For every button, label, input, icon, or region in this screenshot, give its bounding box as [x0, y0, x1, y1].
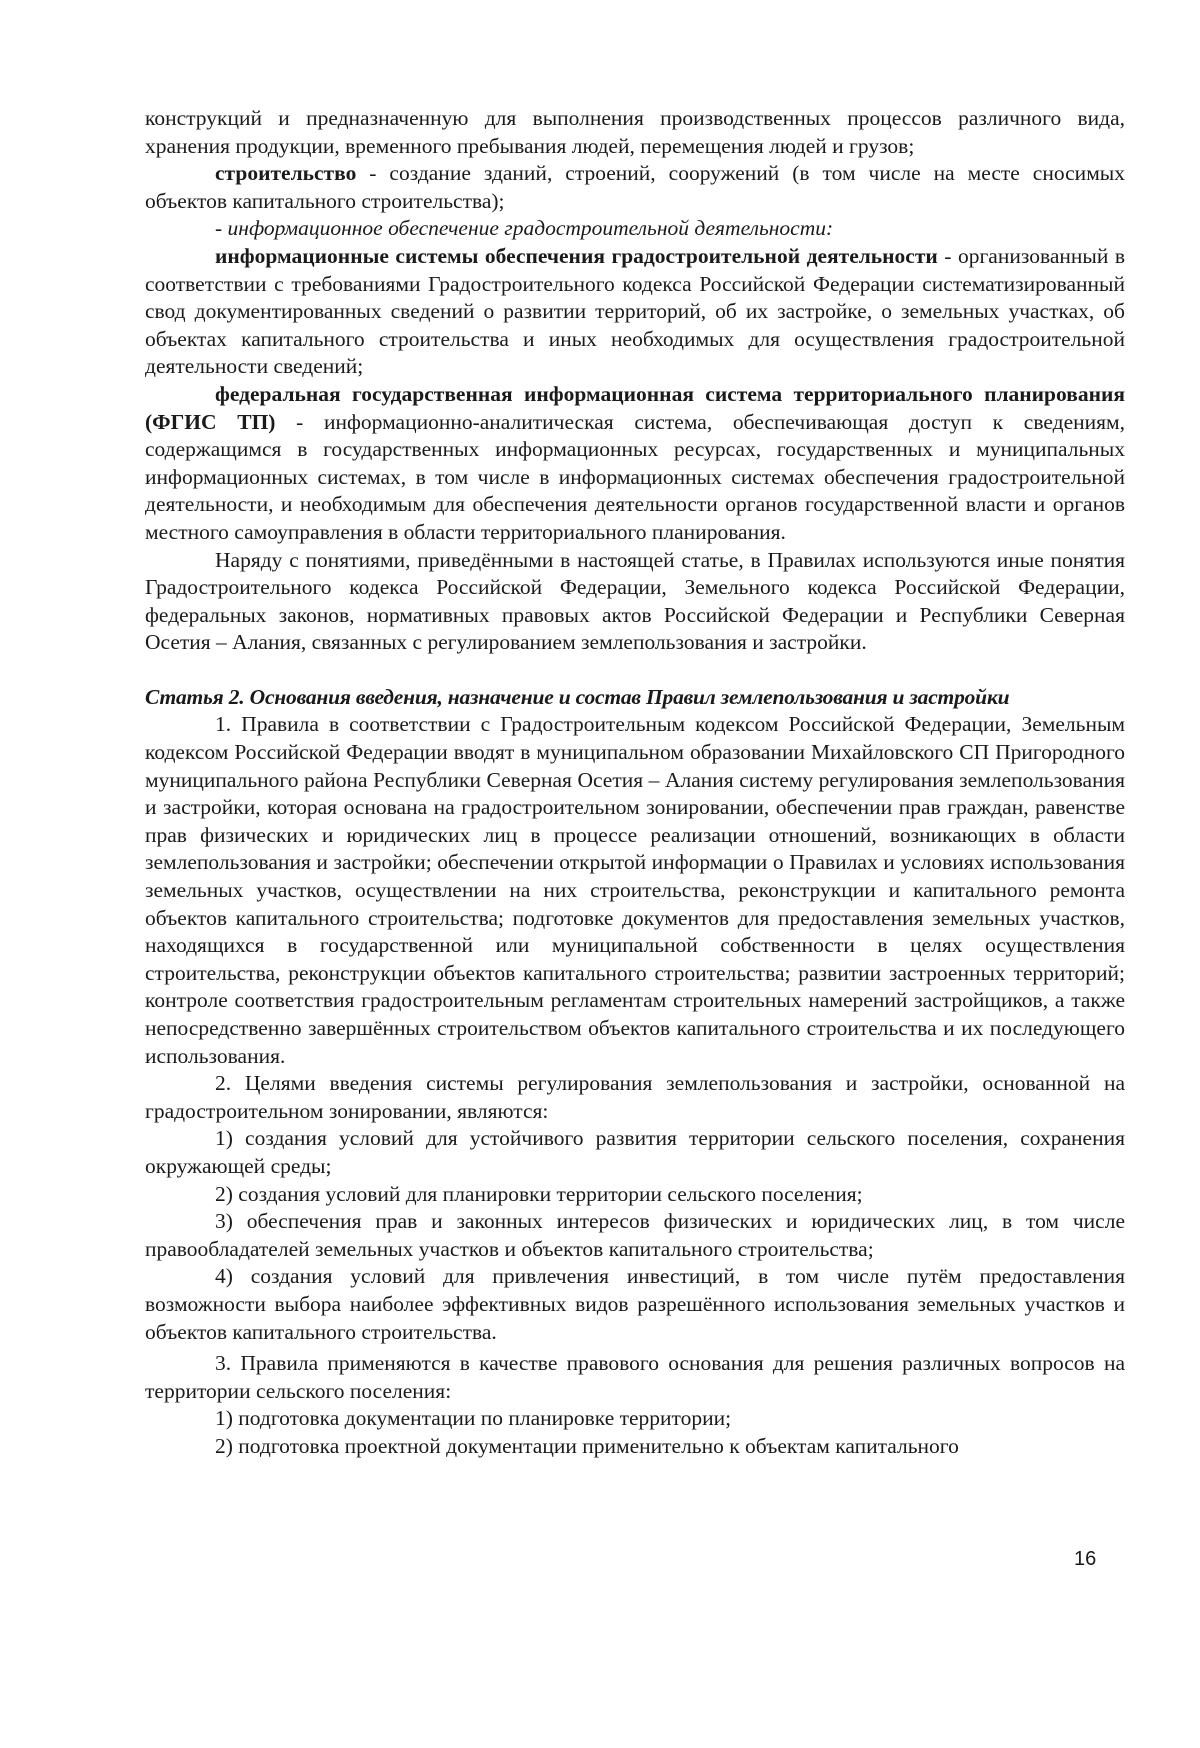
list-item: 2) создания условий для планировки территории сельского поселения; — [215, 1181, 863, 1206]
list-item: 2) подготовка проектной документации применительно к объектам капитального — [215, 1433, 959, 1458]
subsection-label: - информационное обеспечение градостроительной деятельности: — [215, 216, 834, 241]
definition-paragraph — [145, 243, 1125, 381]
list-item: 3) обеспечения прав и законных интересов физических и юридических лиц, в том числе правообладателей земельных участков и объектов капитального строительства; — [145, 1209, 1125, 1261]
definition-paragraph — [145, 381, 1125, 547]
paragraph: 2. Целями введения системы регулирования землепользования и застройки, основанной на градостроительном зонировании, являются: — [145, 1071, 1125, 1123]
list-item: 1) подготовка документации по планировке территории; — [215, 1406, 732, 1431]
list-item: 1) создания условий для устойчивого развития территории сельского поселения, сохранения окружающей среды; — [145, 1126, 1125, 1178]
list-item: 4) создания условий для привлечения инвестиций, в том числе путём предоставления возможности выбора наиболее эффективных видов разрешённого использования земельных участков и объектов капитального строительства. — [145, 1264, 1125, 1344]
page-number: 16 — [1074, 1548, 1097, 1570]
definition-paragraph — [145, 160, 1125, 215]
defined-term: федеральная государственная информационная система территориального планирования (ФГИС ТП) — [145, 381, 1125, 434]
defined-term: строительство — [215, 161, 357, 186]
paragraph: 1. Правила в соответствии с Градостроительным кодексом Российской Федерации, Земельным кодексом Российской Федерации вводят в муниципальном образовании Михайловского СП Пригородного муниципального района Республики Северная Осетия – Алания систему регулирования землепользования и застройки, которая основана на градостроительном зонировании, обеспечении прав граждан, равенстве прав физических и юридических лиц в процессе реализации отношений, возникающих в области землепользования и застройки; обеспечении открытой информации о Правилах и условиях использования земельных участков, осуществлении на них строительства, реконструкции и капитального ремонта объектов капитального строительства; подготовке документов для предоставления земельных участков, находящихся в государственной или муниципальной собственности в целях осуществления строительства, реконструкции объектов капитального строительства; развитии застроенных территорий; контроле соответствия градостроительным регламентам строительных намерений застройщиков, а также непосредственно завершённых строительством объектов капитального строительства и их последующего использования. — [145, 712, 1125, 1068]
definition-text: - организованный в соответствии с требованиями Градостроительного кодекса Российской Федерации систематизированный свод документированных сведений о развитии территорий, об их застройке, о земельных участках, об объектах капитального строительства и иных необходимых для осуществления градостроительной деятельности сведений; — [145, 243, 1125, 379]
definition-text: - создание зданий, строений, сооружений (в том числе на месте сносимых объектов капитального строительства); — [145, 161, 1125, 213]
defined-term: информационные системы обеспечения градостроительной деятельности — [215, 243, 938, 268]
definition-text: - информационно-аналитическая система, обеспечивающая доступ к сведениям, содержащимся в государственных информационных ресурсах, государственных и муниципальных информационных системах, в том числе в информационных системах обеспечения градостроительной деятельности, и необходимым для обеспечения деятельности органов государственной власти и органов местного самоуправления в области территориального планирования. — [145, 409, 1125, 544]
document-page — [145, 105, 1125, 1461]
paragraph: конструкций и предназначенную для выполнения производственных процессов различного вида, хранения продукции, временного пребывания людей, перемещения людей и грузов; — [145, 106, 1125, 158]
article-heading: Статья 2. Основания введения, назначение и состав Правил землепользования и застройки — [145, 684, 1010, 709]
paragraph: Наряду с понятиями, приведёнными в настоящей статье, в Правилах используются иные понятия Градостроительного кодекса Российской Федерации, Земельного кодекса Российской Федерации, федеральных законов, нормативных правовых актов Российской Федерации и Республики Северная Осетия – Алания, связанных с регулированием землепользования и застройки. — [145, 547, 1125, 655]
paragraph: 3. Правила применяются в качестве правового основания для решения различных вопросов на территории сельского поселения: — [145, 1351, 1125, 1403]
